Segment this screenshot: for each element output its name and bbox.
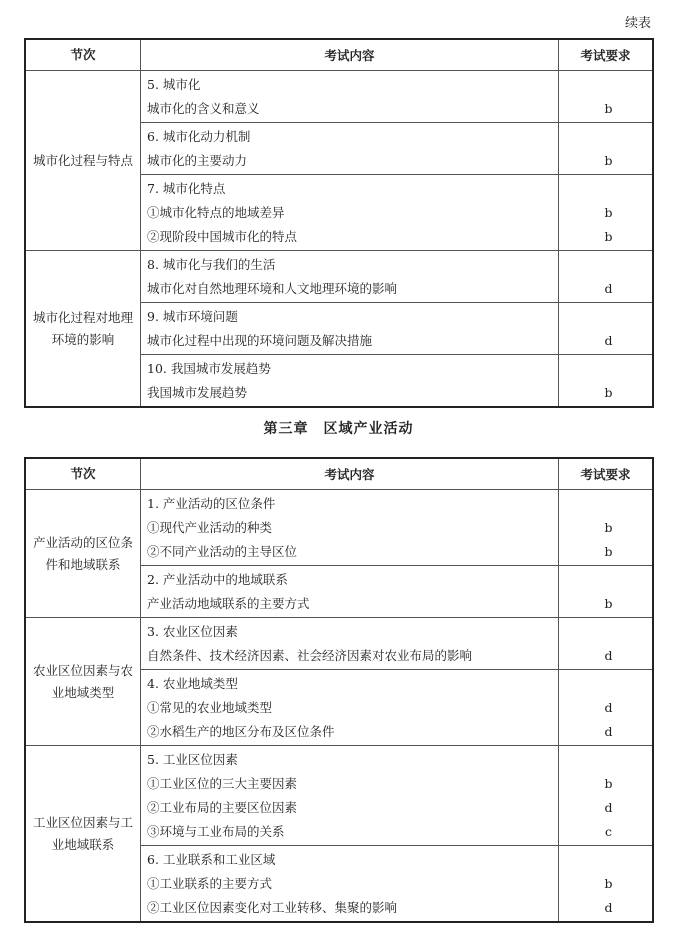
requirement-lines bbox=[559, 746, 652, 845]
requirement-level: b bbox=[604, 776, 613, 791]
content-lines bbox=[141, 846, 558, 921]
requirement-cell bbox=[559, 846, 654, 923]
content-line: ②工业布局的主要区位因素 bbox=[147, 800, 298, 815]
requirements-table-2 bbox=[24, 457, 654, 923]
topic-title: 5. 工业区位因素 bbox=[147, 752, 238, 767]
column-header: 考试要求 bbox=[559, 39, 654, 71]
content-lines bbox=[141, 490, 558, 565]
content-line: 自然条件、技术经济因素、社会经济因素对农业布局的影响 bbox=[147, 648, 473, 663]
content-cell bbox=[141, 846, 559, 923]
section-name: 工业区位因素与工业地域联系 bbox=[25, 746, 141, 923]
section-name: 城市化过程与特点 bbox=[25, 71, 141, 251]
topic-title: 2. 产业活动中的地域联系 bbox=[147, 572, 288, 587]
topic-title: 6. 工业联系和工业区域 bbox=[147, 852, 276, 867]
section-name: 城市化过程对地理环境的影响 bbox=[25, 251, 141, 408]
content-line: 我国城市发展趋势 bbox=[147, 385, 248, 400]
content-line: 产业活动地域联系的主要方式 bbox=[147, 596, 310, 611]
continued-label: 续表 bbox=[624, 16, 651, 31]
content-line: ②水稻生产的地区分布及区位条件 bbox=[147, 724, 335, 739]
requirement-level: d bbox=[604, 333, 613, 348]
header-row bbox=[25, 39, 653, 71]
requirement-cell bbox=[559, 251, 654, 303]
content-line: 城市化对自然地理环境和人文地理环境的影响 bbox=[147, 281, 398, 296]
content-line: 城市化的含义和意义 bbox=[147, 101, 260, 116]
content-line: 城市化的主要动力 bbox=[147, 153, 248, 168]
requirement-level: b bbox=[604, 229, 613, 244]
content-line: ①现代产业活动的种类 bbox=[147, 520, 273, 535]
header-row bbox=[25, 458, 653, 490]
content-line: ②不同产业活动的主导区位 bbox=[147, 544, 298, 559]
requirement-cell bbox=[559, 618, 654, 670]
content-line: ②工业区位因素变化对工业转移、集聚的影响 bbox=[147, 900, 398, 915]
requirement-level bbox=[565, 73, 652, 97]
requirement-cell bbox=[559, 490, 654, 566]
requirement-cell bbox=[559, 355, 654, 408]
requirement-lines bbox=[559, 251, 652, 302]
requirement-lines bbox=[559, 303, 652, 354]
requirement-cell bbox=[559, 746, 654, 846]
content-cell bbox=[141, 303, 559, 355]
topic-title: 4. 农业地域类型 bbox=[147, 676, 238, 691]
content-line: ②现阶段中国城市化的特点 bbox=[147, 229, 298, 244]
content-cell bbox=[141, 670, 559, 746]
requirement-level bbox=[565, 672, 652, 696]
column-header: 考试内容 bbox=[141, 39, 559, 71]
requirement-level bbox=[565, 492, 652, 516]
content-lines bbox=[141, 355, 558, 406]
requirement-level bbox=[565, 568, 652, 592]
requirement-cell bbox=[559, 566, 654, 618]
topic-title: 7. 城市化特点 bbox=[147, 181, 226, 196]
topic-title: 6. 城市化动力机制 bbox=[147, 129, 251, 144]
requirement-cell bbox=[559, 303, 654, 355]
content-cell bbox=[141, 618, 559, 670]
content-line: ①工业联系的主要方式 bbox=[147, 876, 273, 891]
content-line: ①工业区位的三大主要因素 bbox=[147, 776, 298, 791]
content-cell bbox=[141, 490, 559, 566]
requirement-level: b bbox=[604, 596, 613, 611]
requirement-lines bbox=[559, 355, 652, 406]
content-lines bbox=[141, 71, 558, 122]
topic-title: 8. 城市化与我们的生活 bbox=[147, 257, 276, 272]
requirement-level: d bbox=[604, 700, 613, 715]
requirement-lines bbox=[559, 618, 652, 669]
column-header: 考试内容 bbox=[141, 458, 559, 490]
column-header: 考试要求 bbox=[559, 458, 654, 490]
requirement-level: b bbox=[604, 101, 613, 116]
content-line: ③环境与工业布局的关系 bbox=[147, 824, 285, 839]
content-lines bbox=[141, 746, 558, 845]
topic-title: 3. 农业区位因素 bbox=[147, 624, 238, 639]
requirement-level: d bbox=[604, 724, 613, 739]
content-cell bbox=[141, 566, 559, 618]
chapter-title: 第三章 区域产业活动 bbox=[263, 421, 414, 437]
requirement-level bbox=[565, 177, 652, 201]
table-row bbox=[25, 71, 653, 123]
requirement-cell bbox=[559, 175, 654, 251]
requirement-level bbox=[565, 125, 652, 149]
requirement-level: c bbox=[604, 824, 612, 839]
content-lines bbox=[141, 175, 558, 250]
requirement-level: b bbox=[604, 153, 613, 168]
content-lines bbox=[141, 303, 558, 354]
requirement-level: d bbox=[604, 281, 613, 296]
content-lines bbox=[141, 618, 558, 669]
content-lines bbox=[141, 123, 558, 174]
content-cell bbox=[141, 746, 559, 846]
requirement-level bbox=[565, 253, 652, 277]
requirement-level: b bbox=[604, 544, 613, 559]
requirement-level bbox=[565, 620, 652, 644]
table-row bbox=[25, 490, 653, 566]
table-row bbox=[25, 618, 653, 670]
topic-title: 5. 城市化 bbox=[147, 77, 201, 92]
requirement-lines bbox=[559, 566, 652, 617]
table-row bbox=[25, 746, 653, 846]
requirement-lines bbox=[559, 670, 652, 745]
section-name: 农业区位因素与农业地域类型 bbox=[25, 618, 141, 746]
requirement-level: b bbox=[604, 385, 613, 400]
content-line: ①城市化特点的地域差异 bbox=[147, 205, 285, 220]
column-header: 节次 bbox=[25, 39, 141, 71]
content-cell bbox=[141, 251, 559, 303]
content-lines bbox=[141, 566, 558, 617]
requirement-cell bbox=[559, 670, 654, 746]
content-cell bbox=[141, 355, 559, 408]
content-lines bbox=[141, 670, 558, 745]
requirement-level: b bbox=[604, 876, 613, 891]
requirement-lines bbox=[559, 490, 652, 565]
requirement-level: d bbox=[604, 900, 613, 915]
content-cell bbox=[141, 123, 559, 175]
requirement-cell bbox=[559, 71, 654, 123]
content-cell bbox=[141, 71, 559, 123]
table-row bbox=[25, 251, 653, 303]
requirement-level: b bbox=[604, 205, 613, 220]
requirement-level bbox=[565, 357, 652, 381]
requirements-table-1 bbox=[24, 38, 654, 408]
requirement-level: d bbox=[604, 648, 613, 663]
requirement-level: d bbox=[604, 800, 613, 815]
requirement-level bbox=[565, 848, 652, 872]
requirement-lines bbox=[559, 123, 652, 174]
content-line: 城市化过程中出现的环境问题及解决措施 bbox=[147, 333, 373, 348]
topic-title: 9. 城市环境问题 bbox=[147, 309, 238, 324]
topic-title: 10. 我国城市发展趋势 bbox=[147, 361, 271, 376]
content-line: ①常见的农业地域类型 bbox=[147, 700, 273, 715]
section-name: 产业活动的区位条件和地域联系 bbox=[25, 490, 141, 618]
requirement-level bbox=[565, 748, 652, 772]
requirement-lines bbox=[559, 175, 652, 250]
content-cell bbox=[141, 175, 559, 251]
column-header: 节次 bbox=[25, 458, 141, 490]
content-lines bbox=[141, 251, 558, 302]
requirement-level bbox=[565, 305, 652, 329]
requirement-lines bbox=[559, 71, 652, 122]
topic-title: 1. 产业活动的区位条件 bbox=[147, 496, 276, 511]
requirement-level: b bbox=[604, 520, 613, 535]
requirement-cell bbox=[559, 123, 654, 175]
requirement-lines bbox=[559, 846, 652, 921]
